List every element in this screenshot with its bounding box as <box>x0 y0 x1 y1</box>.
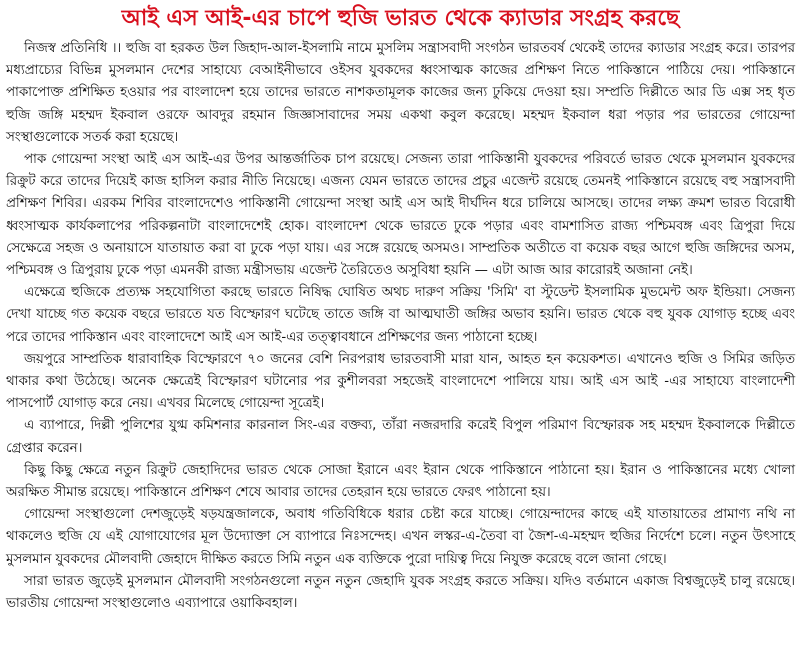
article-paragraph: গোয়েন্দা সংস্থাগুলো দেশজুড়েই ষড়যন্ত্রজালকে, অবাধ গতিবিধিকে ধরার চেষ্টা করে যাচ্ছে। গোয়েন্দাদের কাছে এই যাতায়াতের প্রামাণ্য নথি না থাকলেও হুজি যে এই যোগাযোগের মূল উদ্যোক্তা সে ব্যাপারে নিঃসন্দেহ। এখন লস্কর-এ-তৈবা বা জৈশ-এ-মহম্মদ হুজির নির্দেশে চলে। নতুন উৎসাহে মুসলমান যুবকদের মৌলবাদী জেহাদে দীক্ষিত করতে সিমি নতুন এক ব্যক্তিকে পুরো দায়িত্ব দিয়ে নিযুক্ত করেছে বলে জানা গেছে। <box>6 507 795 567</box>
article-paragraph: এক্ষেত্রে হুজিকে প্রত্যক্ষ সহযোগিতা করছে ভারতে নিষিদ্ধ ঘোষিত অথচ দারুণ সক্রিয় 'সিমি' বা স্টুডেন্ট ইসলামিক মুভমেন্ট অফ ইন্ডিয়া। সেজন্য দেখা যাচ্ছে গত কয়েক বছরে ভারতে যত বিস্ফোরণ ঘটেছে তাতে জঙ্গি বা আত্মঘাতী জঙ্গির অভাব হয়নি। ভারত থেকে বহু যুবক যোগাড় হচ্ছে এবং পরে তাদের পাকিস্তান এবং বাংলাদেশে আই এস আই-এর তত্ত্বাবধানে প্রশিক্ষণের জন্য পাঠানো হচ্ছে। <box>6 285 795 345</box>
article-paragraph: নিজস্ব প্রতিনিধি ।। হুজি বা হরকত উল জিহাদ-আল-ইসলামি নামে মুসলিম সন্ত্রাসবাদী সংগঠন ভারতবর্ষ থেকেই তাদের ক্যাডার সংগ্রহ করে। তারপর মধ্যপ্রাচ্যের বিভিন্ন মুসলমান দেশের সাহায্যে বেআইনীভাবে ওইসব যুবকদের ধ্বংসাত্মক কাজের প্রশিক্ষণ নিতে পাকিস্তানে পাঠিয়ে দেয়। পাকিস্তানে পাকাপোক্ত প্রশিক্ষিত হওয়ার পর বাংলাদেশ হয়ে তাদের ভারতে নাশকতামূলক কাজের জন্য ঢুকিয়ে দেওয়া হয়। সম্প্রতি দিল্লীতে আর ডি এক্স সহ ধৃত হুজি জঙ্গি মহম্মদ ইকবাল ওরফে আবদুর রহমান জিজ্ঞাসাবাদের সময় একথা কবুল করেছে। মহম্মদ ইকবাল ধরা পড়ার পর ভারতের গোয়েন্দা সংস্থাগুলোকে সতর্ক করা হয়েছে। <box>6 41 795 145</box>
article-body <box>6 38 795 615</box>
headline: আই এস আই-এর চাপে হুজি ভারত থেকে ক্যাডার সংগ্রহ করছে <box>121 6 680 31</box>
article-paragraph: সারা ভারত জুড়েই মুসলমান মৌলবাদী সংগঠনগুলো নতুন নতুন জেহাদি যুবক সংগ্রহ করতে সক্রিয়। যদিও বর্তমানে একাজ বিশ্বজুড়েই চালু রয়েছে। ভারতীয় গোয়েন্দা সংস্থাগুলোও এব্যাপারে ওয়াকিবহাল। <box>6 573 795 612</box>
article-paragraph: এ ব্যাপারে, দিল্লী পুলিশের যুগ্ম কমিশনার কারনাল সিং-এর বক্তব্য, তাঁরা নজরদারি করেই বিপুল পরিমাণ বিস্ফোরক সহ মহম্মদ ইকবালকে দিল্লীতে গ্রেপ্তার করেন। <box>6 418 795 456</box>
article-paragraph: জয়পুরে সাম্প্রতিক ধারাবাহিক বিস্ফোরণে ৭০ জনের বেশি নিরপরাধ ভারতবাসী মারা যান, আহত হন কয়েকশত। এখানেও হুজি ও সিমির জড়িত থাকার কথা উঠেছে। অনেক ক্ষেত্রেই বিস্ফোরণ ঘটানোর পর কুশীলবরা সহজেই বাংলাদেশে পালিয়ে যায়। আই এস আই -এর সাহায্যে বাংলাদেশী পাসপোর্ট যোগাড় করে নেয়। এখবর মিলেছে গোয়েন্দা সূত্রেই। <box>6 351 795 412</box>
article-paragraph: কিছু কিছু ক্ষেত্রে নতুন রিক্রুট জেহাদিদের ভারত থেকে সোজা ইরানে এবং ইরান থেকে পাকিস্তানে পাঠানো হয়। ইরান ও পাকিস্তানের মধ্যে খোলা অরক্ষিত সীমান্ত রয়েছে। পাকিস্তানে প্রশিক্ষণ শেষে আবার তাদের তেহরান হয়ে ভারতে ফেরৎ পাঠানো হয়। <box>6 462 796 501</box>
article-paragraph: পাক গোয়েন্দা সংস্থা আই এস আই-এর উপর আন্তর্জাতিক চাপ রয়েছে। সেজন্য তারা পাকিস্তানী যুবকদের পরিবর্তে ভারত থেকে মুসলমান যুবকদের রিক্রুট করে তাদের দিয়েই কাজ হাসিল করার নীতি নিয়েছে। এজন্য যেমন ভারতে তাদের প্রচুর এজেন্ট রয়েছে তেমনই পাকিস্তানে রয়েছে বহু সন্ত্রাসবাদী প্রশিক্ষণ শিবির। এরকম শিবির বাংলাদেশেও পাকিস্তানী গোয়েন্দা সংস্থা আই এস আই দীর্ঘদিন ধরে চালিয়ে আসছে। তাদের লক্ষ্য ক্রমশ ভারত বিরোধী ধ্বংসাত্মক কার্যকলাপের পরিকল্পনাটা বাংলাদেশেই হোক। বাংলাদেশ থেকে ভারতে ঢুকে পড়ার এবং বামশাসিত রাজ্য পশ্চিমবঙ্গ এবং ত্রিপুরা দিয়ে সেক্ষেত্রে সহজ ও অনায়াসে যাতায়াত করা বা ঢুকে পড়া যায়। এর সঙ্গে রয়েছে অসমও। সাম্প্রতিক অতীতে বা কয়েক বছর আগে হুজি জঙ্গিদের অসম, পশ্চিমবঙ্গ ও ত্রিপুরায় ঢুকে পড়া এমনকী রাজ্য মন্ত্রীসভায় এজেন্ট তৈরিতেও অসুবিধা হয়নি — এটা আজ আর কারোরই অজানা নেই। <box>6 152 795 279</box>
